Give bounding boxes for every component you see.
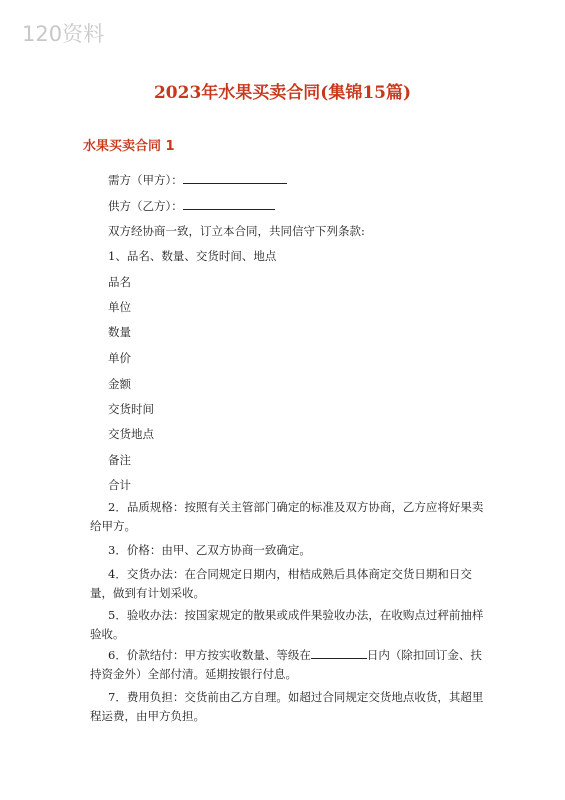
table-label: 交货时间 [108, 402, 154, 416]
buyer-blank [183, 171, 287, 184]
clause-7: 7．费用负担：交货前由乙方自理。如超过合同规定交货地点收货，其超里程运费，由甲方负担。 [90, 690, 484, 723]
buyer-line [108, 171, 287, 188]
seller-label: 供方（乙方）： [108, 199, 183, 213]
seller-line [108, 197, 275, 214]
document-title: 2023年水果买卖合同(集锦15篇) [153, 83, 412, 103]
intro-text: 双方经协商一致，订立本合同，共同信守下列条款: [108, 224, 365, 238]
table-label: 金额 [108, 377, 131, 391]
table-label: 单价 [108, 351, 131, 365]
clause-6-end: 日内（除扣回订金、扶持资金外）全部付清。延期按银行付息。 [90, 648, 482, 681]
days-blank [311, 646, 367, 659]
section-title: 水果买卖合同 1 [83, 139, 175, 154]
clause1-heading: 1、品名、数量、交货时间、地点 [108, 249, 277, 263]
clause-3: 3．价格：由甲、乙双方协商一致确定。 [108, 543, 311, 557]
clause-5: 5．验收办法：按国家规定的散果或成件果验收办法，在收购点过秤前抽样验收。 [90, 608, 484, 641]
table-label: 合计 [108, 478, 131, 492]
table-label: 备注 [108, 453, 131, 467]
table-label: 交货地点 [108, 427, 154, 441]
watermark-logo: 120资料 [22, 22, 105, 46]
table-label: 品名 [108, 275, 131, 289]
seller-blank [183, 197, 275, 210]
table-label: 单位 [108, 300, 131, 314]
buyer-label: 需方（甲方）： [108, 173, 183, 187]
table-label: 数量 [108, 325, 131, 339]
clause-6-start: 6．价款结付：甲方按实收数量、等级在 [108, 648, 311, 662]
clause-6 [90, 646, 490, 684]
clause-4: 4．交货办法：在合同规定日期内，柑桔成熟后具体商定交货日期和日交量，做到有计划采收。 [90, 567, 472, 600]
clause-2: 2．品质规格：按照有关主管部门确定的标准及双方协商，乙方应将好果卖给甲方。 [90, 500, 484, 533]
